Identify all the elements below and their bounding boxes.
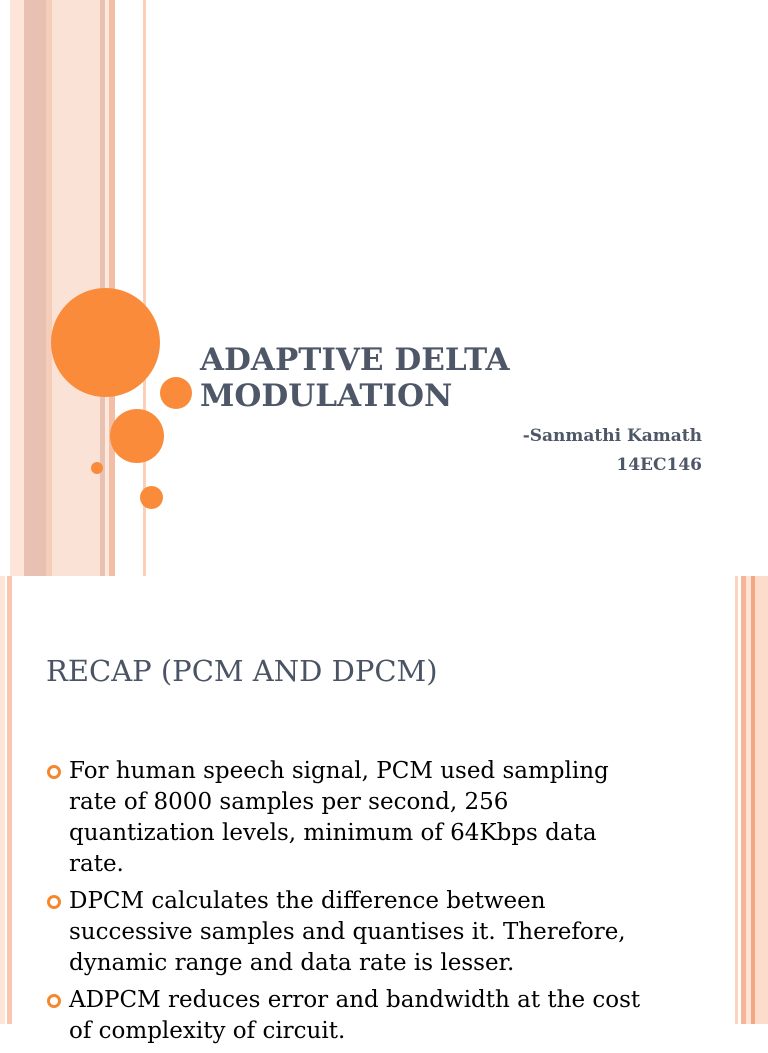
decor-circle-large: [51, 288, 160, 397]
decor-circle-medium: [110, 409, 164, 463]
bullet-text: DPCM calculates the difference between successive samples and quantises it. Therefore, dynamic range and data rate is lesser.: [69, 888, 626, 976]
list-item: [46, 985, 646, 1047]
ring-bullet-icon: [47, 765, 61, 779]
ring-bullet-icon: [47, 895, 61, 909]
slide-title: [200, 342, 620, 414]
decor-circle-tiny: [91, 462, 103, 474]
decor-circle-small: [160, 377, 192, 409]
decor-stripe: [0, 576, 5, 1024]
list-item: [46, 886, 646, 979]
decor-stripe: [755, 576, 768, 1024]
recap-slide: [0, 576, 768, 1044]
decor-stripe: [735, 576, 738, 1024]
author-name: -Sanmathi Kamath: [522, 426, 702, 446]
bullet-text: For human speech signal, PCM used sampling rate of 8000 samples per second, 256 quantization levels, minimum of 64Kbps data rate.: [69, 758, 609, 877]
title-line: MODULATION: [200, 378, 453, 414]
decor-circle-small: [140, 486, 163, 509]
bullet-text: ADPCM reduces error and bandwidth at the cost of complexity of circuit.: [69, 987, 641, 1044]
decor-stripe: [24, 0, 46, 576]
decor-stripe: [10, 0, 24, 576]
slide-heading: RECAP (PCM AND DPCM): [46, 654, 438, 688]
roll-number: 14EC146: [616, 455, 702, 475]
decor-stripe: [52, 0, 100, 576]
title-line: ADAPTIVE DELTA: [200, 342, 510, 378]
bullet-list: [46, 756, 646, 1053]
list-item: [46, 756, 646, 880]
decor-stripe: [7, 576, 12, 1024]
ring-bullet-icon: [47, 994, 61, 1008]
